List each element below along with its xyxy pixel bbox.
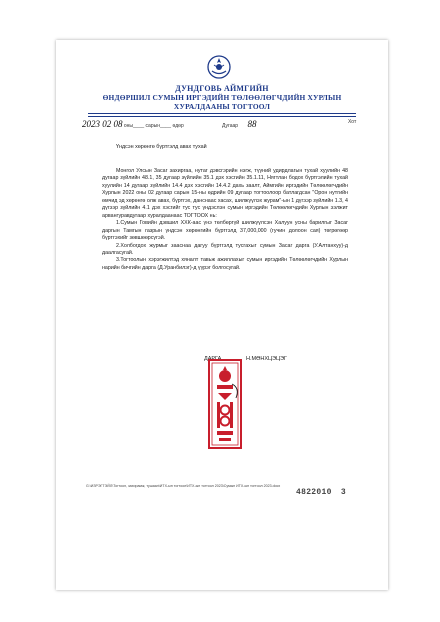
number-handwritten: 88: [247, 119, 257, 129]
document-page: [56, 40, 388, 590]
body-paragraph: 2.Холбогдох журмыг зааснаа дагуу бүртгэлд тусгахыг сумын Засаг дарга (У.Алтанхуу)-д даалгасугай.: [102, 242, 348, 256]
signature-name: Н.МӨНХЦЭЦЭГ: [246, 356, 288, 362]
date-field: [82, 119, 184, 129]
serial-digits: 4822010: [296, 488, 332, 497]
serial-suffix: 3: [340, 488, 346, 497]
resolution-subject: Үндсэн хөрөнгө бүртгэлд авах тухай: [116, 144, 207, 150]
date-handwritten: 2023 02 08: [82, 119, 123, 129]
header-line-aimag: ДУНДГОВЬ АЙМГИЙН: [175, 84, 269, 93]
header-rule: [88, 113, 356, 114]
state-emblem-icon: [206, 54, 232, 80]
body-paragraph: 3.Тогтоолын хэрэгжилтэд хяналт тавьж ажиллахыг сумын иргэдийн Төлөөлөгчдийн Хурлын нарийн бичгийн дарга (Д.Уранбилэг)-д үүрэг болгосугай.: [102, 257, 348, 271]
header-line-resolution: ХУРАЛДААНЫ ТОГТООЛ: [173, 102, 271, 111]
number-field: [222, 119, 256, 129]
file-path-footer: G:\ИЗРЭГТЭЙЛ\Тогтоол, захирамж, тушаал\ИТХ-ын тогтоол\ИТХ-ын тогтоол 2023\Сумын ИТХ-ын тогтоол 2023.docx: [86, 484, 281, 488]
number-label: Дугаар: [222, 123, 239, 129]
body-paragraph: 1.Сумын Говийн дэвшил ХХК-аас үнэ төлбөргүй шилжүүлсэн Халуун усны барилгыг Засаг даргын Тамгын газрын үндсэн хөрөнгийн бүртгэлд 37,000,000 (гучин долоон сая) төгрөгөөр бүртгэхийг зөвшөөрсүгэй.: [102, 220, 348, 242]
resolution-body: [102, 168, 348, 272]
date-suffix: оны____ сарын____ өдөр: [123, 123, 184, 129]
signature-title: ДАРГА: [204, 356, 222, 362]
header-rule-thin: [88, 116, 356, 117]
red-seal-stamp-icon: [206, 358, 244, 450]
serial-number: [296, 488, 346, 497]
place-label: Хот: [348, 119, 357, 125]
body-paragraph: Монгол Улсын Засаг захиргаа, нутаг дэвсгэрийн нэгж, түүний удирдлагын тухай хуулийн 48 дугаар зүйлийн 48.1, 35 дугаар зүйлийн 35.1 дэх хэсгийн 35.1.11, Нягтлан бодох бүртгэлийн тухай хуулийн 14 дугаар зүйлийн 14.4 дэх хэсгийн 14.4.2 дахь заалт, Аймгийн иргэдийн Төлөөлөгчдийн Хурлын 2022 оны 02 дугаар сарын 15-ны өдрийн 09 дугаар тогтоолоор батлагдсан "Орон нутгийн өмчид эд хөрөнгө олж авах, бүртгэх, данснаас хасах, шилжүүлэх журам"-ын 1 дүгээр зүйлийн 1.3, 4 дүгээр зүйлийн 4.1 дэх хэсгийг тус тус үндэслэн сумын иргэдийн Төлөөлөгчдийн Хурлын ээлжит арвангуравдугаар хуралдаанаас ТОГТООХ нь:: [102, 168, 348, 219]
header-line-council: ӨНДӨРШИЛ СУМЫН ИРГЭДИЙН ТӨЛӨӨЛӨГЧДИЙН ХУРЛЫН: [102, 93, 342, 102]
